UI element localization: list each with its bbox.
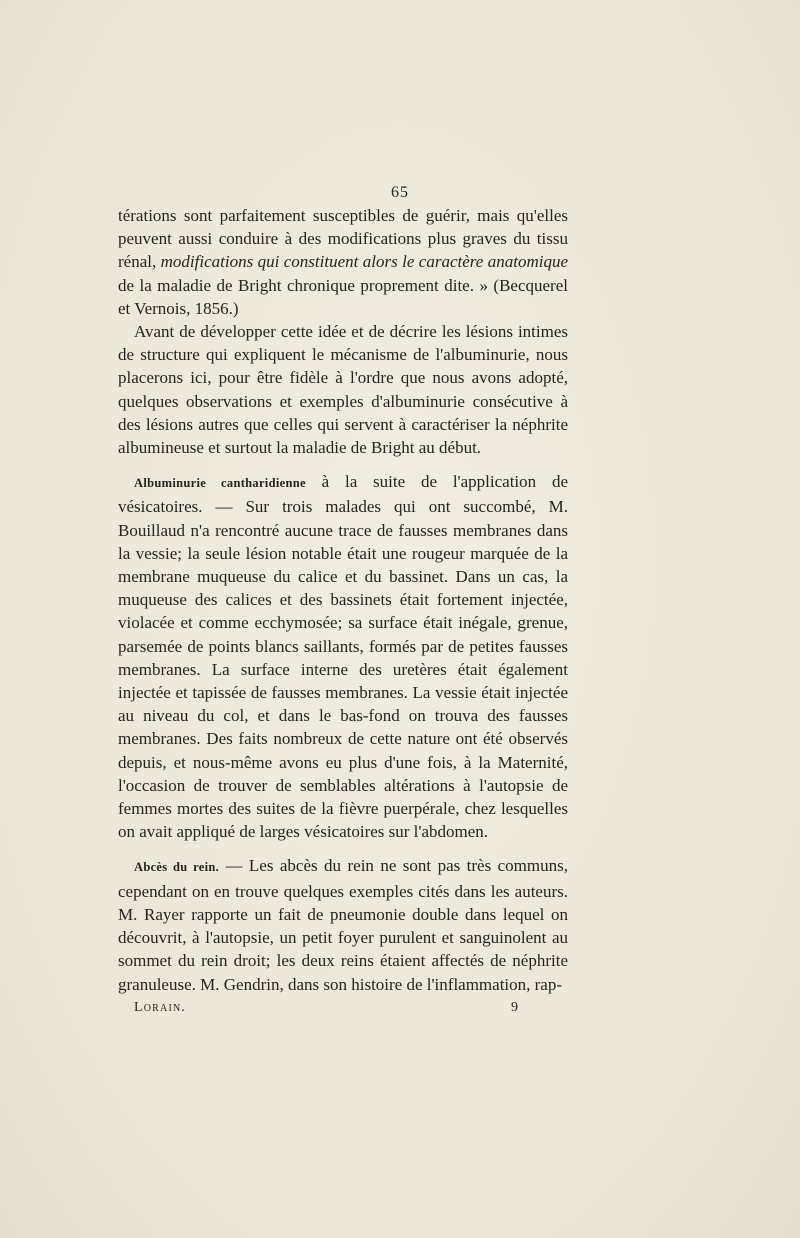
- section-title: Albuminurie cantharidienne: [134, 476, 306, 491]
- paragraph-introduction: Avant de développer cette idée et de décrire les lésions intimes de structure qui expliquent le mécanisme de l'albuminurie, nous placerons ici, pour être fidèle à l'ordre que nous avons adopté, quelques observations et exemples d'albuminurie consécutive à des lésions autres que celles qui servent à caractériser la néphrite albumineuse et surtout la maladie de Bright au début.: [118, 322, 568, 458]
- paragraph-abces: [118, 854, 568, 995]
- paragraph-continuation: [118, 204, 568, 320]
- page-footer: [134, 1000, 518, 1016]
- page-number: 65: [391, 184, 409, 201]
- paragraph-text: — Les abcès du rein ne sont pas très communs, cependant on en trouve quelques exemples cités dans les auteurs. M. Rayer rapporte un fait de pneumonie double dans lequel on découvrit, à l'autopsie, un petit foyer purulent et sanguinolent au sommet du rein droit; les deux reins étaient affectés de néphrite granuleuse. M. Gendrin, dans son histoire de l'inflammation, rap-: [118, 856, 568, 994]
- section-title: Abcès du rein.: [134, 860, 220, 875]
- paragraph-text: de la maladie de Bright chronique proprement dite. » (Becquerel et Vernois, 1856.): [118, 275, 568, 318]
- footer-author: Lorain.: [134, 1000, 187, 1015]
- signature-mark: 9: [511, 1000, 518, 1015]
- paragraph-albuminurie: [118, 470, 568, 843]
- body-text: [118, 204, 568, 996]
- paragraph-text: à la suite de l'application de vésicatoires. — Sur trois malades qui ont succombé, M. Bouillaud n'a rencontré aucune trace de fausses membranes dans la vessie; la seule lésion notable était une rougeur marquée de la membrane muqueuse du calice et du bassinet. Dans un cas, la muqueuse des calices et des bassinets était fortement injectée, violacée et comme ecchymosée; sa surface était inégale, grenue, parsemée de points blancs saillants, formés par de petites fausses membranes. La surface interne des uretères était également injectée et tapissée de fausses membranes. La vessie était injectée au niveau du col, et dans le bas-fond on trouva des fausses membranes. Des faits nombreux de cette nature ont été observés depuis, et nous-même avons eu plus d'une fois, à la Maternité, l'occasion de trouver de semblables altérations à l'autopsie de femmes mortes des suites de la fièvre puerpérale, chez lesquelles on avait appliqué de larges vésicatoires sur l'abdomen.: [118, 472, 569, 842]
- italic-quote: modifications qui constituent alors le caractère anatomique: [160, 252, 568, 272]
- paragraph-text: térations sont parfaitement susceptibles de guérir, mais qu'elles peuvent aussi conduire à des modifications plus graves du tissu rénal,: [118, 206, 568, 272]
